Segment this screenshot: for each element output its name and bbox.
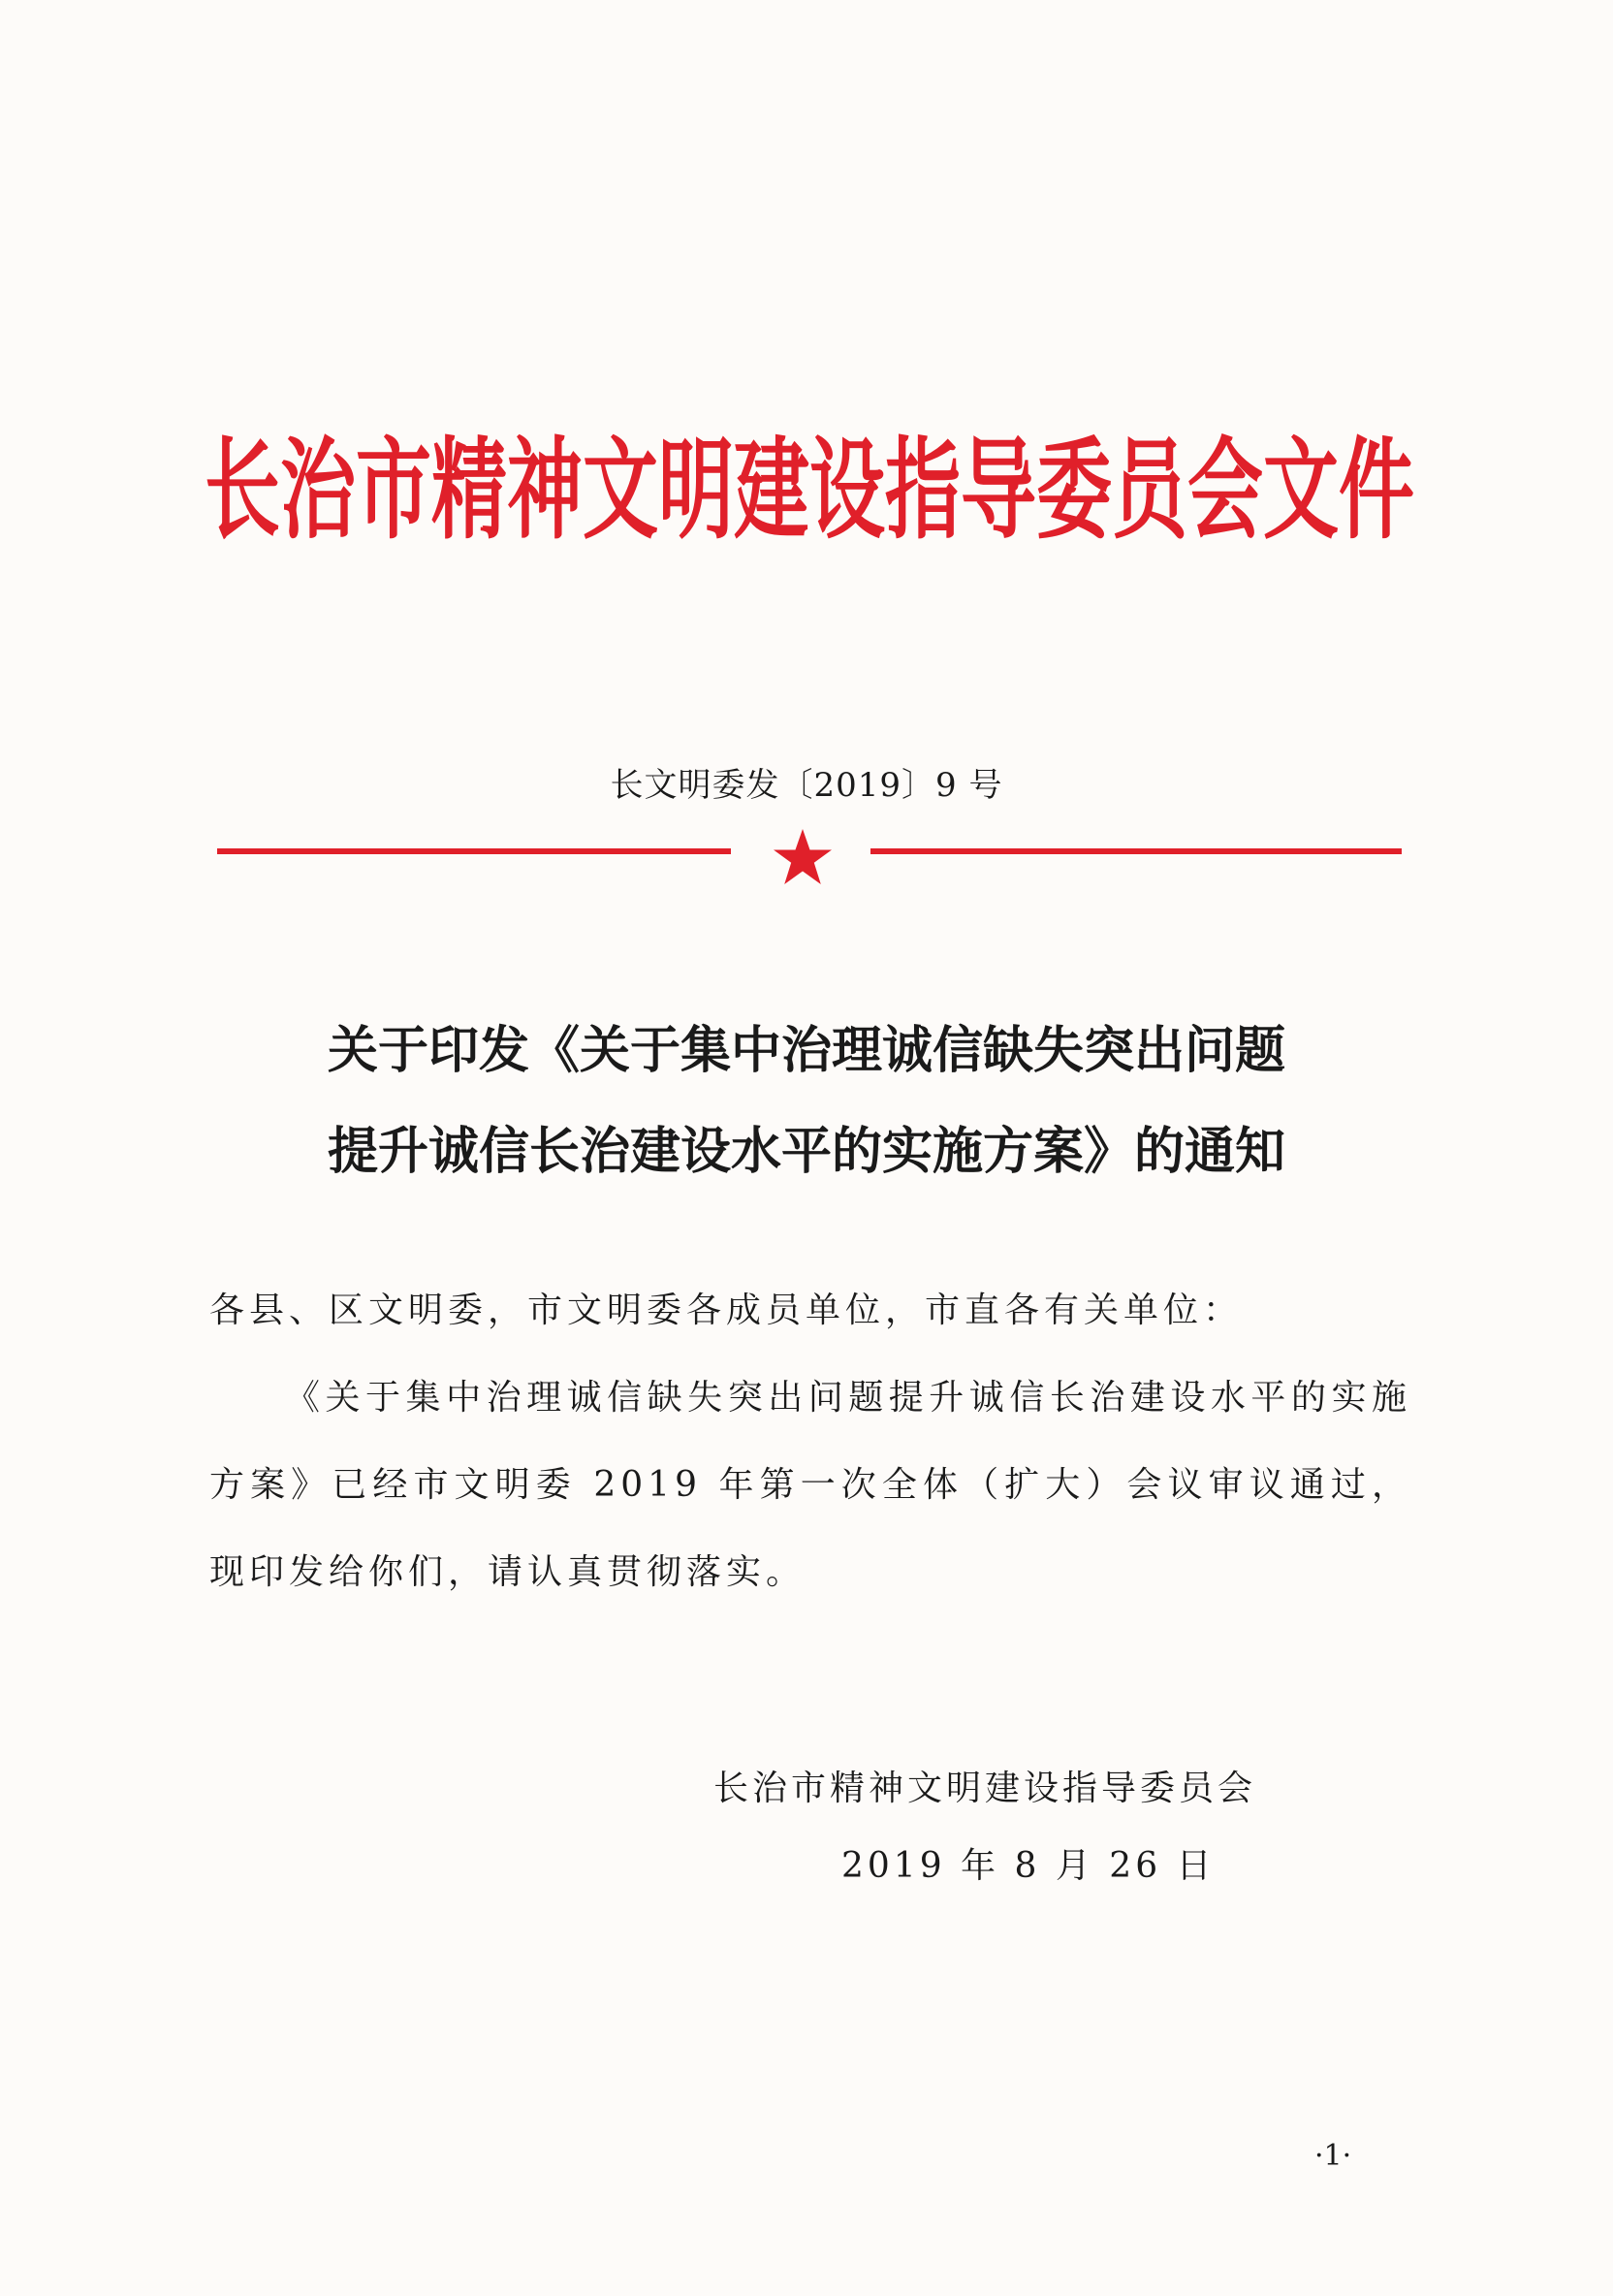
red-rule-left: [217, 848, 731, 854]
signature-date: 2019 年 8 月 26 日: [841, 1846, 1216, 1886]
signature-organization: 长治市精神文明建设指导委员会: [713, 1769, 1257, 1808]
salutation: 各县、区文明委，市文明委各成员单位，市直各有关单位：: [209, 1291, 1244, 1330]
document-number: 长文明委发〔2019〕9 号: [610, 766, 1003, 805]
notice-body: [209, 1267, 1411, 1616]
notice-title: [0, 1001, 1613, 1202]
notice-title-line-1: 关于印发《关于集中治理诚信缺失突出问题: [327, 1022, 1285, 1080]
red-header-issuer-title: 长治市精神文明建设指导委员会文件: [204, 428, 1414, 555]
page-number: ·1·: [1314, 2139, 1352, 2173]
red-star-icon: [772, 827, 834, 889]
body-paragraph: 《关于集中治理诚信缺失突出问题提升诚信长治建设水平的实施方案》已经市文明委 2019 年第一次全体（扩大）会议审议通过，现印发给你们，请认真贯彻落实。: [209, 1378, 1411, 1592]
notice-title-line-2: 提升诚信长治建设水平的实施方案》的通知: [327, 1123, 1285, 1181]
red-rule-right: [870, 848, 1402, 854]
